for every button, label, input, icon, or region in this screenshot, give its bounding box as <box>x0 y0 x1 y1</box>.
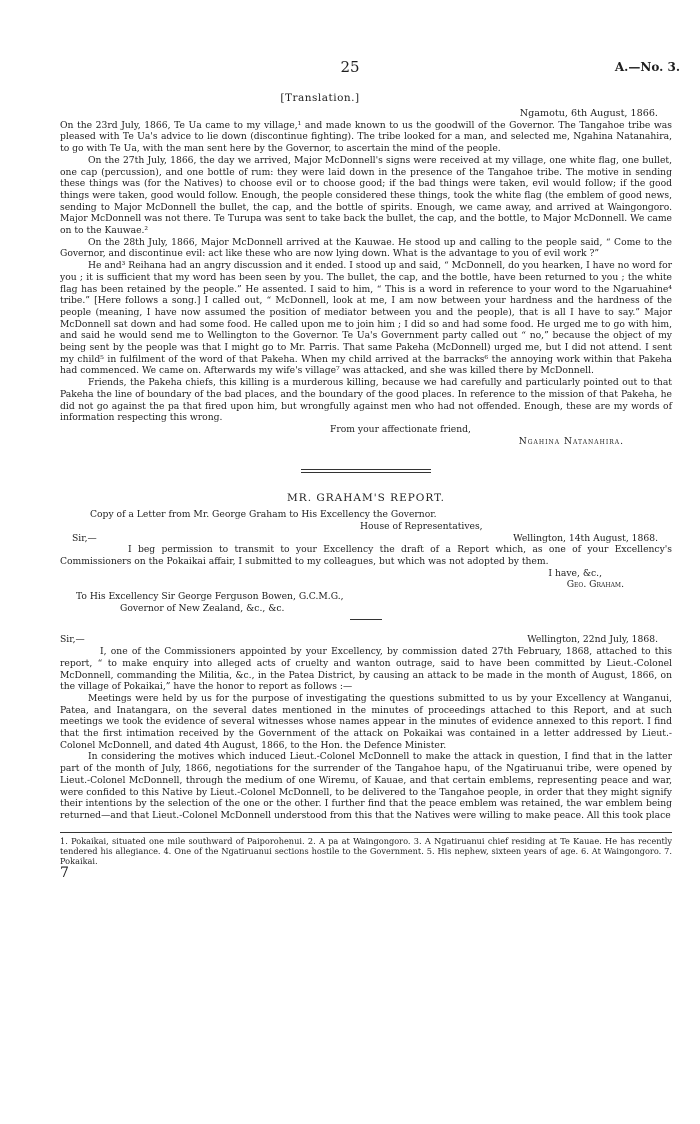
section-divider <box>350 619 382 620</box>
translation-paragraph: He and³ Reihana had an angry discussion and it ended. I stood up and said, “ McDonnell, do you hearken, I have no word for you ; it is sufficient that my word has been seen by you. The bullet, the cap, and the bottle, have been returned to you ; the white flag has been retained by the people.” He assented. I said to him, “ This is a word in reference to your word to the Ngaruahine⁴ tribe.” [Here follows a song.] I called out, “ McDonnell, look at me, I am now between your hardness and the hardness of the people (meaning, I have now assumed the position of mediator between you and the people), that is all I have to say.” Major McDonnell sat down and had some food. He called upon me to join him ; I did so and had some food. He urged me to go with him, and said he would send me to Wellington to the Governor. Te Ua's Government party called out “ no,” because the object of my being sent by the people was that I might go to Mr. Parris. That same Pakeha (McDonnell) urged me, but I did not attend. I sent my child⁵ in fulfilment of the word of that Pakeha. When my child arrived at the barracks⁶ the annoying work within that Pakeha had commenced. We came on. Afterwards my wife's village⁷ was attacked, and she was killed there by McDonnell. <box>60 260 672 377</box>
translation-paragraph: On the 28th July, 1866, Major McDonnell arrived at the Kauwae. He stood up and calling to the people said, “ Come to the Governor, and discontinue evil: act like these who are now lying down. What is the advantage to you of evil work ?” <box>60 236 672 260</box>
report-date: Wellington, 22nd July, 1868. <box>527 634 658 646</box>
translation-closing: From your affectionate friend, <box>330 423 471 435</box>
report-title: MR. GRAHAM'S REPORT. <box>287 492 445 505</box>
sheet-number: 7 <box>60 864 69 881</box>
addressee-line: To His Excellency Sir George Ferguson Bowen, G.C.M.G., <box>76 591 344 603</box>
translation-signature: Ngahina Natanahira. <box>518 435 624 447</box>
salutation: Sir,— <box>60 634 85 646</box>
letter-date: Wellington, 14th August, 1868. <box>513 532 658 544</box>
section-divider <box>301 469 431 473</box>
report-paragraph: Meetings were held by us for the purpose of investigating the questions submitted to us by your Excellency at Wanganui, Patea, and Inatangara, on the several dates mentioned in the minutes of proceedings attached to this Report, and at such meetings we took the evidence of several witnesses whose names appear in the minutes of evidence annexed to this report. I find that the first intimation received by the Government of the attack on Pokaikai was contained in a letter addressed by Lieut.-Colonel McDonnell, and dated 4th August, 1866, to the Hon. the Defence Minister. <box>60 692 672 751</box>
translation-paragraph: On the 27th July, 1866, the day we arrived, Major McDonnell's signs were received at my village, one white flag, one bullet, one cap (percussion), and one bottle of rum: they were laid down in the presence of the Tangahoe tribe. The motive in sending these things was (for the Natives) to choose evil or to choose good; if the bad things were taken, evil would follow; if the good things were taken, good would follow. Enough, the people considered these things, took the white flag (the emblem of good news, sending to Major McDonnell the bullet, the cap, and the bottle of spirits. Enough, we came away, and arrived at Waingongoro. Major McDonnell was not there. Te Turupa was sent to take back the bullet, the cap, and the bottle, to Major McDonnell. We came on to the Kauwae.² <box>60 154 672 237</box>
footnote-divider <box>60 832 672 833</box>
house-line: House of Representatives, <box>360 520 483 532</box>
translation-heading: [Translation.] <box>280 92 360 104</box>
salutation-row <box>60 533 672 545</box>
translation-paragraph: On the 23rd July, 1866, Te Ua came to my village,¹ and made known to us the goodwill of the Governor. The Tangahoe tribe was pleased with Te Ua's advice to lie down (discontinue fighting). The tribe looked for a man, and selected me, Ngahina Natanahira, to go with Te Ua, with the man sent here by the Governor, to ascertain the mind of the people. <box>60 119 672 155</box>
addressee-line: Governor of New Zealand, &c., &c. <box>120 602 285 614</box>
translation-date: Ngamotu, 6th August, 1866. <box>519 108 658 119</box>
letter-body: I beg permission to transmit to your Excellency the draft of a Report which, as one of your Excellency's Commissioners on the Pokaikai affair, I submitted to my colleagues, but which was not adopted by them. <box>60 544 672 567</box>
report-paragraph: I, one of the Commissioners appointed by your Excellency, by commission dated 27th February, 1868, attached to this report, “ to make enquiry into alleged acts of cruelty and wanton outrage, said to have been committed by Lieut.-Colonel McDonnell, commanding the Militia, &c., in the Patea District, by causing an attack to be made in the month of August, 1866, on the village of Pokaikai,” have the honor to report as follows :— <box>60 646 672 693</box>
document-reference: A.—No. 3. <box>614 60 680 74</box>
report-paragraph: In considering the motives which induced Lieut.-Colonel McDonnell to make the attack in question, I find that in the latter part of the month of July, 1866, negotiations for the surrender of the Tangahoe hapu, of the Ngatiruanui tribe, were opened by Lieut.-Colonel McDonnell, through the medium of one Wiremu, of Kauae, and that certain emblems, representing peace and war, were confided to this Native by Lieut.-Colonel McDonnell, to be delivered to the Tangahoe people, in order that they might signify their intentions by the selection of the one or the other. I further find that the peace emblem was retained, the war emblem being returned—and that Lieut.-Colonel McDonnell understood from this that the Natives were willing to make peace. All this took place <box>60 751 672 821</box>
document-body <box>60 108 672 879</box>
page-number: 25 <box>340 58 360 76</box>
salutation: Sir,— <box>72 532 97 544</box>
letter-have: I have, &c., <box>548 567 602 579</box>
copy-line: Copy of a Letter from Mr. George Graham to His Excellency the Governor. <box>90 509 437 521</box>
letter-sign: Geo. Graham. <box>566 579 624 591</box>
translation-paragraph: Friends, the Pakeha chiefs, this killing is a murderous killing, because we had carefully and particularly pointed out to that Pakeha the line of boundary of the bad places, and the boundary of the good places. In reference to the mission of that Pakeha, he did not go against the pa that fired upon him, but wrongfully against men who had not offended. Enough, these are my words of information respecting this wrong. <box>60 377 672 424</box>
salutation-row <box>60 634 672 646</box>
footnotes: 1. Pokaikai, situated one mile southward of Paiporohenui. 2. A pa at Waingongoro. 3. A Ngatiruanui chief residing at Te Kauae. He has recently tendered his allegiance. 4. One of the Ngatiruanui sections hostile to the Government. 5. His nephew, sixteen years of age. 6. At Waingongoro. 7. Pokaikai. <box>60 835 672 866</box>
